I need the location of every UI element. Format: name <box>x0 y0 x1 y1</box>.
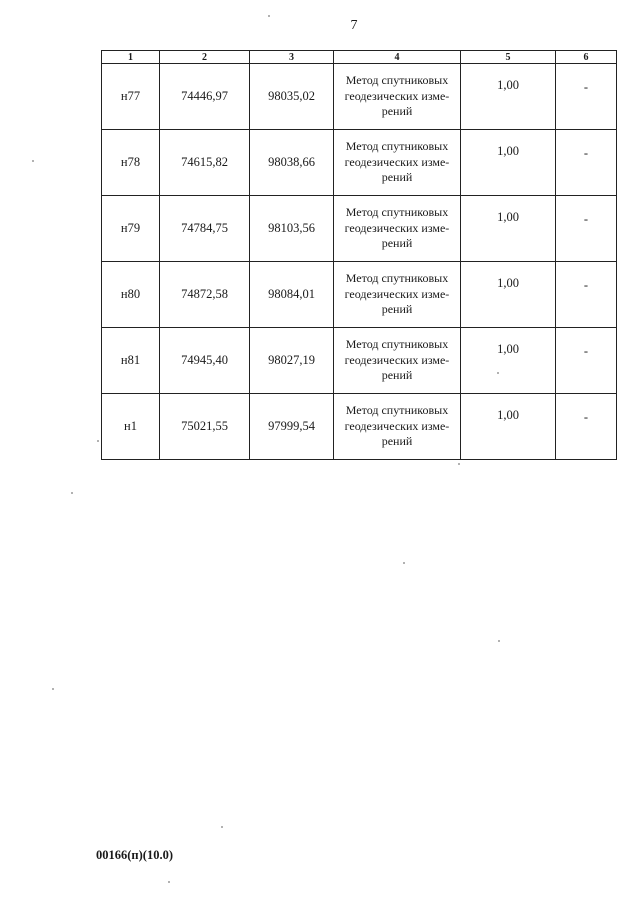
column-header: 2 <box>160 51 250 64</box>
note-cell: - <box>556 64 617 130</box>
method-text-line: геодезических изме- <box>344 154 450 169</box>
column-header: 4 <box>334 51 461 64</box>
method-cell <box>334 64 461 130</box>
scan-speck <box>32 160 34 162</box>
method-text-line: Метод спутниковых <box>345 73 449 88</box>
method-cell <box>334 262 461 328</box>
method-text-line: рений <box>381 302 413 317</box>
method-text-line: рений <box>381 434 413 449</box>
note-cell: - <box>556 394 617 460</box>
method-text-line: Метод спутниковых <box>345 403 449 418</box>
method-cell <box>334 196 461 262</box>
method-text-line: геодезических изме- <box>344 286 450 301</box>
y-coordinate-cell: 97999,54 <box>250 394 334 460</box>
method-cell <box>334 394 461 460</box>
x-coordinate-cell: 74945,40 <box>160 328 250 394</box>
document-code: 00166(п)(10.0) <box>96 848 173 862</box>
method-cell <box>334 130 461 196</box>
method-text-line: Метод спутниковых <box>345 271 449 286</box>
point-name-cell: н81 <box>102 328 160 394</box>
method-text-line: рений <box>381 170 413 185</box>
page-number: 7 <box>350 18 358 33</box>
note-cell: - <box>556 328 617 394</box>
accuracy-cell: 1,00 <box>461 196 556 262</box>
scan-speck <box>268 15 270 17</box>
point-name-cell: н80 <box>102 262 160 328</box>
column-header: 1 <box>102 51 160 64</box>
scan-speck <box>71 492 73 494</box>
accuracy-cell: 1,00 <box>461 328 556 394</box>
column-header: 6 <box>556 51 617 64</box>
accuracy-cell: 1,00 <box>461 64 556 130</box>
y-coordinate-cell: 98103,56 <box>250 196 334 262</box>
x-coordinate-cell: 74615,82 <box>160 130 250 196</box>
scan-speck <box>403 562 405 564</box>
y-coordinate-cell: 98035,02 <box>250 64 334 130</box>
scan-speck <box>498 640 500 642</box>
method-text-line: геодезических изме- <box>344 220 450 235</box>
point-name-cell: н77 <box>102 64 160 130</box>
method-text-line: Метод спутниковых <box>345 337 449 352</box>
method-text-line: геодезических изме- <box>344 352 450 367</box>
table-row <box>102 64 617 130</box>
scan-speck <box>458 463 460 465</box>
table-row <box>102 394 617 460</box>
scan-speck <box>97 440 99 442</box>
table-header-row <box>102 51 617 64</box>
accuracy-cell: 1,00 <box>461 394 556 460</box>
method-cell <box>334 328 461 394</box>
point-name-cell: н79 <box>102 196 160 262</box>
x-coordinate-cell: 74784,75 <box>160 196 250 262</box>
table-row <box>102 262 617 328</box>
point-name-cell: н78 <box>102 130 160 196</box>
x-coordinate-cell: 75021,55 <box>160 394 250 460</box>
y-coordinate-cell: 98038,66 <box>250 130 334 196</box>
scan-speck <box>168 881 170 883</box>
x-coordinate-cell: 74872,58 <box>160 262 250 328</box>
note-cell: - <box>556 262 617 328</box>
method-text-line: геодезических изме- <box>344 88 450 103</box>
method-text-line: Метод спутниковых <box>345 139 449 154</box>
point-name-cell: н1 <box>102 394 160 460</box>
y-coordinate-cell: 98027,19 <box>250 328 334 394</box>
table-row <box>102 328 617 394</box>
note-cell: - <box>556 196 617 262</box>
method-text-line: рений <box>381 236 413 251</box>
method-text-line: рений <box>381 368 413 383</box>
x-coordinate-cell: 74446,97 <box>160 64 250 130</box>
column-header: 3 <box>250 51 334 64</box>
scan-speck <box>221 826 223 828</box>
method-text-line: геодезических изме- <box>344 418 450 433</box>
scan-speck <box>52 688 54 690</box>
note-cell: - <box>556 130 617 196</box>
table-row <box>102 196 617 262</box>
accuracy-cell: 1,00 <box>461 130 556 196</box>
coordinates-table <box>101 50 617 460</box>
table-row <box>102 130 617 196</box>
scan-speck <box>497 372 499 374</box>
accuracy-cell: 1,00 <box>461 262 556 328</box>
column-header: 5 <box>461 51 556 64</box>
method-text-line: Метод спутниковых <box>345 205 449 220</box>
y-coordinate-cell: 98084,01 <box>250 262 334 328</box>
method-text-line: рений <box>381 104 413 119</box>
